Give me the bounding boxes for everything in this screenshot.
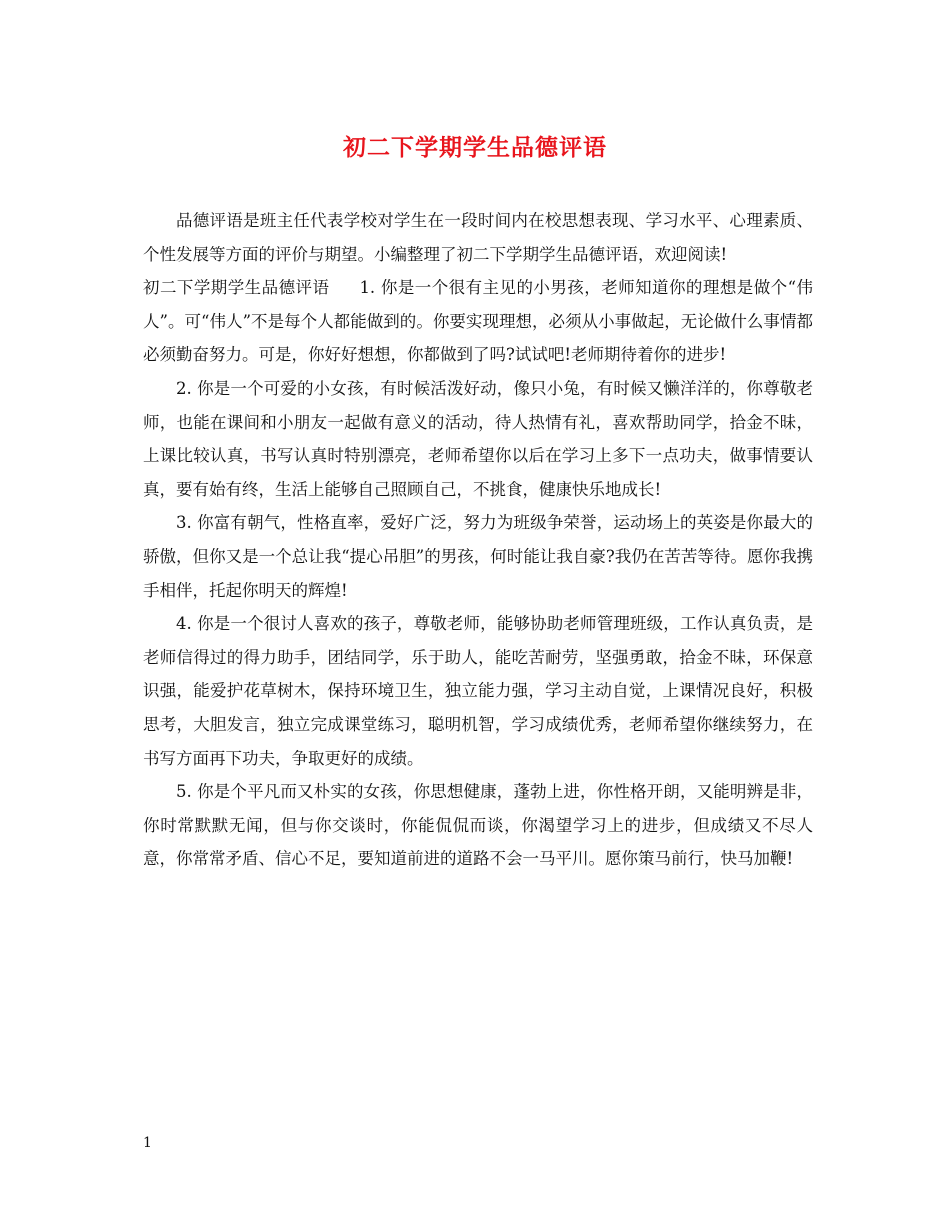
comment-paragraph-5: 5. 你是个平凡而又朴实的女孩，你思想健康，蓬勃上进，你性格开朗，又能明辨是非，你时常默默无闻，但与你交谈时，你能侃侃而谈，你渴望学习上的进步，但成绩又不尽人意，你常常矛盾、信心不足，要知道前进的道路不会一马平川。愿你策马前行，快马加鞭! (143, 782, 813, 869)
section-heading: 初二下学期学生品德评语 (143, 278, 330, 298)
intro-paragraph: 品德评语是班主任代表学校对学生在一段时间内在校思想表现、学习水平、心理素质、个性发展等方面的评价与期望。小编整理了初二下学期学生品德评语，欢迎阅读! (143, 211, 813, 264)
comment-paragraph-4: 4. 你是一个很讨人喜欢的孩子，尊敬老师，能够协助老师管理班级，工作认真负责，是老师信得过的得力助手，团结同学，乐于助人，能吃苦耐劳，坚强勇敢，拾金不昧，环保意识强，能爱护花草树木，保持环境卫生，独立能力强，学习主动自觉，上课情况良好，积极思考，大胆发言，独立完成课堂练习，聪明机智，学习成绩优秀，老师希望你继续努力，在书写方面再下功夫，争取更好的成绩。 (143, 614, 813, 768)
document-body (143, 204, 813, 876)
comment-paragraph-1 (143, 271, 813, 372)
comment-paragraph-3: 3. 你富有朝气，性格直率，爱好广泛，努力为班级争荣誉，运动场上的英姿是你最大的骄傲，但你又是一个总让我“提心吊胆”的男孩，何时能让我自豪?我仍在苦苦等待。愿你我携手相伴，托起你明天的辉煌! (143, 513, 813, 600)
comment-text-1: 1. 你是一个很有主见的小男孩，老师知道你的理想是做个“伟人”。可“伟人”不是每个人都能做到的。你要实现理想，必须从小事做起，无论做什么事情都必须勤奋努力。可是，你好好想想，你都做到了吗?试试吧!老师期待着你的进步! (143, 278, 813, 365)
document-title: 初二下学期学生品德评语 (343, 134, 607, 161)
comment-paragraph-2: 2. 你是一个可爱的小女孩，有时候活泼好动，像只小兔，有时候又懒洋洋的，你尊敬老师，也能在课间和小朋友一起做有意义的活动，待人热情有礼，喜欢帮助同学，拾金不昧，上课比较认真，书写认真时特别漂亮，老师希望你以后在学习上多下一点功夫，做事情要认真，要有始有终，生活上能够自己照顾自己，不挑食，健康快乐地成长! (143, 378, 813, 499)
page-number: 1 (143, 1135, 152, 1151)
